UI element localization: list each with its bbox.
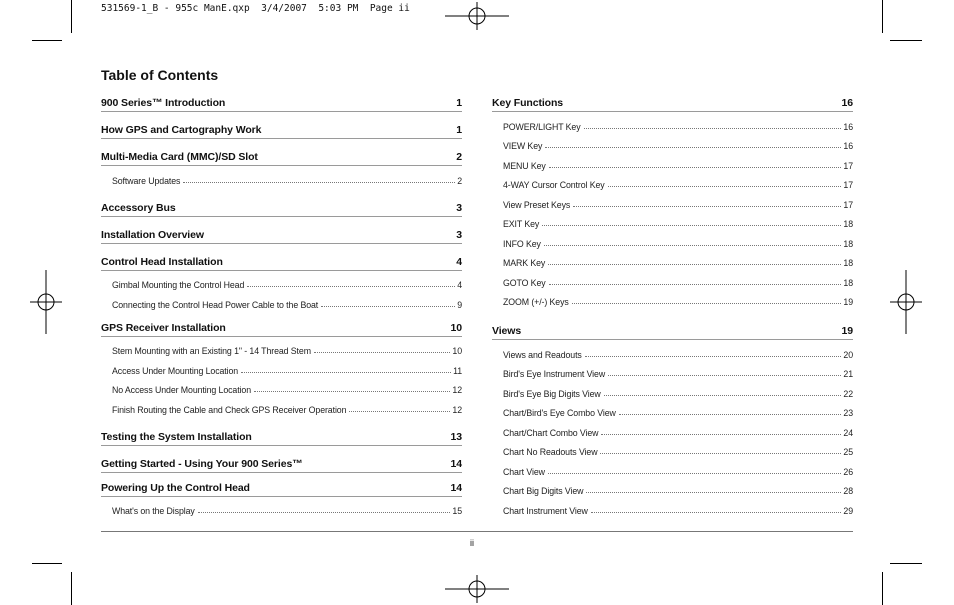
dot-leader	[601, 434, 841, 435]
toc-section-title: Accessory Bus	[101, 201, 176, 214]
dot-leader	[584, 128, 842, 129]
toc-section-title: Key Functions	[492, 97, 564, 109]
toc-subentry-title: Chart Big Digits View	[503, 486, 584, 496]
toc-subentry-title: Bird's Eye Instrument View	[503, 369, 606, 379]
toc-subentry[interactable]	[101, 290, 462, 310]
dot-leader	[183, 182, 455, 183]
toc-subentry[interactable]	[492, 268, 853, 288]
toc-section-page: 13	[450, 430, 462, 443]
toc-subentry-title: MARK Key	[503, 258, 546, 268]
dot-leader	[608, 186, 842, 187]
dot-leader	[548, 264, 841, 265]
dot-leader	[573, 206, 841, 207]
toc-subentry-title: GOTO Key	[503, 277, 546, 288]
toc-subentry-page: 16	[843, 121, 853, 132]
toc-subentry-title: Views and Readouts	[503, 349, 582, 360]
toc-subentry[interactable]	[492, 210, 853, 230]
toc-section-entry[interactable]	[101, 122, 462, 139]
toc-subentry-title: ZOOM (+/-) Keys	[503, 297, 569, 307]
toc-section	[101, 149, 462, 186]
toc-subentry-title: What's on the Display	[112, 506, 195, 516]
toc-subentry[interactable]	[492, 171, 853, 191]
dot-leader	[608, 375, 841, 376]
toc-subentry-title: MENU Key	[503, 160, 546, 171]
toc-section	[101, 254, 462, 310]
toc-section-entry[interactable]	[101, 480, 462, 497]
toc-section-entry[interactable]	[101, 95, 462, 112]
page-title: Table of Contents	[101, 67, 219, 83]
dot-leader	[542, 225, 841, 226]
toc-subentry[interactable]	[492, 418, 853, 438]
toc-section-entry[interactable]	[101, 200, 462, 217]
toc-section-page: 16	[841, 97, 853, 109]
toc-subentry[interactable]	[492, 379, 853, 399]
toc-subentry-page: 22	[843, 388, 853, 399]
toc-subentry-page: 18	[843, 277, 853, 288]
toc-subentry-page: 28	[843, 486, 853, 496]
toc-subentry-title: Finish Routing the Cable and Check GPS Receiver Operation	[112, 404, 347, 415]
toc-subentry-page: 18	[843, 219, 853, 229]
toc-subentry-page: 17	[843, 180, 853, 190]
crop-mark-tl-h	[32, 40, 62, 41]
toc-section	[101, 320, 462, 415]
registration-mark-bottom-icon	[445, 575, 509, 603]
toc-section	[101, 122, 462, 139]
toc-subentry-page: 2	[457, 175, 462, 186]
toc-section-entry[interactable]	[101, 227, 462, 244]
toc-section-page: 14	[450, 481, 462, 494]
toc-subentry[interactable]	[492, 360, 853, 380]
toc-subentry[interactable]	[492, 190, 853, 210]
toc-subentry-title: Stem Mounting with an Existing 1" - 14 Thread Stem	[112, 346, 311, 356]
dot-leader	[585, 356, 842, 357]
toc-section	[492, 323, 853, 516]
dot-leader	[549, 167, 842, 168]
dot-leader	[545, 147, 841, 148]
dot-leader	[321, 306, 455, 307]
toc-section-title: Powering Up the Control Head	[101, 481, 250, 494]
toc-section	[101, 95, 462, 112]
crop-mark-bl-v	[71, 572, 72, 605]
page-number: ii	[470, 538, 474, 548]
dot-leader	[198, 512, 451, 513]
toc-section-entry[interactable]	[101, 320, 462, 337]
toc-subentry[interactable]	[101, 337, 462, 357]
toc-section	[101, 227, 462, 244]
registration-mark-right-icon	[890, 270, 922, 334]
toc-section-title: How GPS and Cartography Work	[101, 124, 262, 136]
toc-subentry[interactable]	[492, 288, 853, 308]
toc-subentry-page: 15	[452, 506, 462, 516]
dot-leader	[572, 303, 842, 304]
toc-section-page: 10	[450, 321, 462, 334]
toc-section-entry[interactable]	[492, 95, 853, 112]
toc-section-page: 1	[456, 97, 462, 109]
toc-subentry-title: Software Updates	[112, 175, 181, 186]
toc-subentry-page: 18	[843, 238, 853, 249]
toc-subentry-page: 29	[843, 505, 853, 516]
dot-leader	[548, 473, 842, 474]
toc-subentry-page: 20	[843, 349, 853, 360]
toc-subentry-title: 4-WAY Cursor Control Key	[503, 180, 605, 190]
toc-subentry-page: 21	[843, 369, 853, 379]
toc-section-title: Multi-Media Card (MMC)/SD Slot	[101, 151, 258, 163]
toc-right-column	[492, 95, 853, 516]
registration-mark-top-icon	[445, 2, 509, 30]
toc-section	[101, 200, 462, 217]
toc-section-title: Installation Overview	[101, 228, 204, 241]
toc-section-title: Views	[492, 325, 522, 337]
toc-subentry-page: 16	[843, 141, 853, 151]
dot-leader	[254, 391, 450, 392]
toc-subentry-page: 12	[452, 404, 462, 415]
toc-subentry[interactable]	[101, 356, 462, 376]
print-slug: 531569-1_B - 955c ManE.qxp 3/4/2007 5:03 PM Page ii	[101, 3, 410, 14]
toc-subentry[interactable]	[492, 457, 853, 477]
toc-subentry[interactable]	[492, 496, 853, 516]
toc-subentry-title: No Access Under Mounting Location	[112, 385, 251, 395]
toc-subentry[interactable]	[101, 166, 462, 186]
toc-subentry[interactable]	[492, 438, 853, 458]
toc-section	[101, 480, 462, 517]
toc-subentry-title: Chart/Chart Combo View	[503, 427, 599, 438]
toc-subentry[interactable]	[492, 151, 853, 171]
toc-section-entry[interactable]	[101, 429, 462, 446]
crop-mark-br-v	[882, 572, 883, 605]
toc-subentry[interactable]	[492, 399, 853, 419]
footer-rule	[101, 531, 853, 532]
toc-subentry[interactable]	[101, 376, 462, 396]
dot-leader	[619, 414, 842, 415]
toc-subentry-page: 12	[452, 385, 462, 395]
toc-subentry-title: Chart No Readouts View	[503, 447, 598, 457]
toc-subentry-page: 26	[843, 466, 853, 477]
toc-subentry-page: 25	[843, 447, 853, 457]
dot-leader	[349, 411, 450, 412]
toc-subentry-title: POWER/LIGHT Key	[503, 121, 581, 132]
toc-subentry-page: 11	[453, 365, 462, 376]
toc-subentry-page: 18	[843, 258, 853, 268]
toc-section-entry[interactable]	[101, 254, 462, 271]
dot-leader	[549, 284, 842, 285]
toc-subentry-title: Gimbal Mounting the Control Head	[112, 280, 245, 290]
toc-section-page: 14	[450, 457, 462, 470]
crop-mark-bl-h	[32, 563, 62, 564]
toc-section	[101, 429, 462, 446]
dot-leader	[600, 453, 841, 454]
toc-subentry-page: 4	[457, 280, 462, 290]
toc-subentry-title: INFO Key	[503, 238, 541, 249]
toc-subentry-page: 10	[452, 346, 462, 356]
toc-subentry-page: 24	[843, 427, 853, 438]
toc-subentry-page: 9	[457, 299, 462, 310]
dot-leader	[544, 245, 842, 246]
dot-leader	[586, 492, 841, 493]
toc-section	[492, 95, 853, 307]
dot-leader	[591, 512, 842, 513]
toc-subentry[interactable]	[492, 112, 853, 132]
toc-subentry-title: Chart Instrument View	[503, 505, 588, 516]
toc-section-page: 3	[456, 228, 462, 241]
toc-section-title: GPS Receiver Installation	[101, 321, 226, 334]
toc-section-title: Getting Started - Using Your 900 Series™	[101, 457, 303, 470]
dot-leader	[314, 352, 450, 353]
toc-subentry[interactable]	[492, 340, 853, 360]
toc-subentry-page: 17	[843, 160, 853, 171]
dot-leader	[241, 372, 451, 373]
toc-section-entry[interactable]	[101, 149, 462, 166]
toc-section-entry[interactable]	[101, 456, 462, 473]
toc-section-page: 1	[456, 124, 462, 136]
toc-subentry[interactable]	[101, 271, 462, 291]
toc-subentry[interactable]	[492, 229, 853, 249]
dot-leader	[247, 286, 455, 287]
toc-section-title: 900 Series™ Introduction	[101, 97, 226, 109]
toc-subentry-title: Bird's Eye Big Digits View	[503, 388, 601, 399]
dot-leader	[604, 395, 842, 396]
toc-left-column	[101, 95, 462, 516]
toc-subentry[interactable]	[492, 132, 853, 152]
toc-section-page: 3	[456, 201, 462, 214]
toc-subentry-title: Access Under Mounting Location	[112, 365, 239, 376]
toc-subentry-title: Connecting the Control Head Power Cable to the Boat	[112, 299, 319, 310]
toc-section-page: 2	[456, 151, 462, 163]
toc-subentry-title: Chart View	[503, 466, 545, 477]
toc-section-title: Testing the System Installation	[101, 430, 252, 443]
toc-section-page: 4	[456, 255, 462, 268]
toc-subentry[interactable]	[101, 395, 462, 415]
crop-mark-tr-h	[890, 40, 922, 41]
toc-subentry[interactable]	[101, 497, 462, 517]
toc-subentry-title: VIEW Key	[503, 141, 543, 151]
registration-mark-left-icon	[30, 270, 62, 334]
toc-subentry-title: Chart/Bird's Eye Combo View	[503, 408, 616, 418]
toc-subentry[interactable]	[492, 249, 853, 269]
toc-subentry-title: EXIT Key	[503, 219, 540, 229]
toc-subentry-title: View Preset Keys	[503, 199, 571, 210]
toc-subentry-page: 23	[843, 408, 853, 418]
toc-subentry[interactable]	[492, 477, 853, 497]
toc-subentry-page: 19	[843, 297, 853, 307]
crop-mark-tl-v	[71, 0, 72, 33]
crop-mark-br-h	[890, 563, 922, 564]
toc-subentry-page: 17	[843, 199, 853, 210]
toc-section	[101, 456, 462, 473]
crop-mark-tr-v	[882, 0, 883, 33]
toc-section-page: 19	[841, 325, 853, 337]
toc-section-title: Control Head Installation	[101, 255, 223, 268]
toc-section-entry[interactable]	[492, 323, 853, 340]
